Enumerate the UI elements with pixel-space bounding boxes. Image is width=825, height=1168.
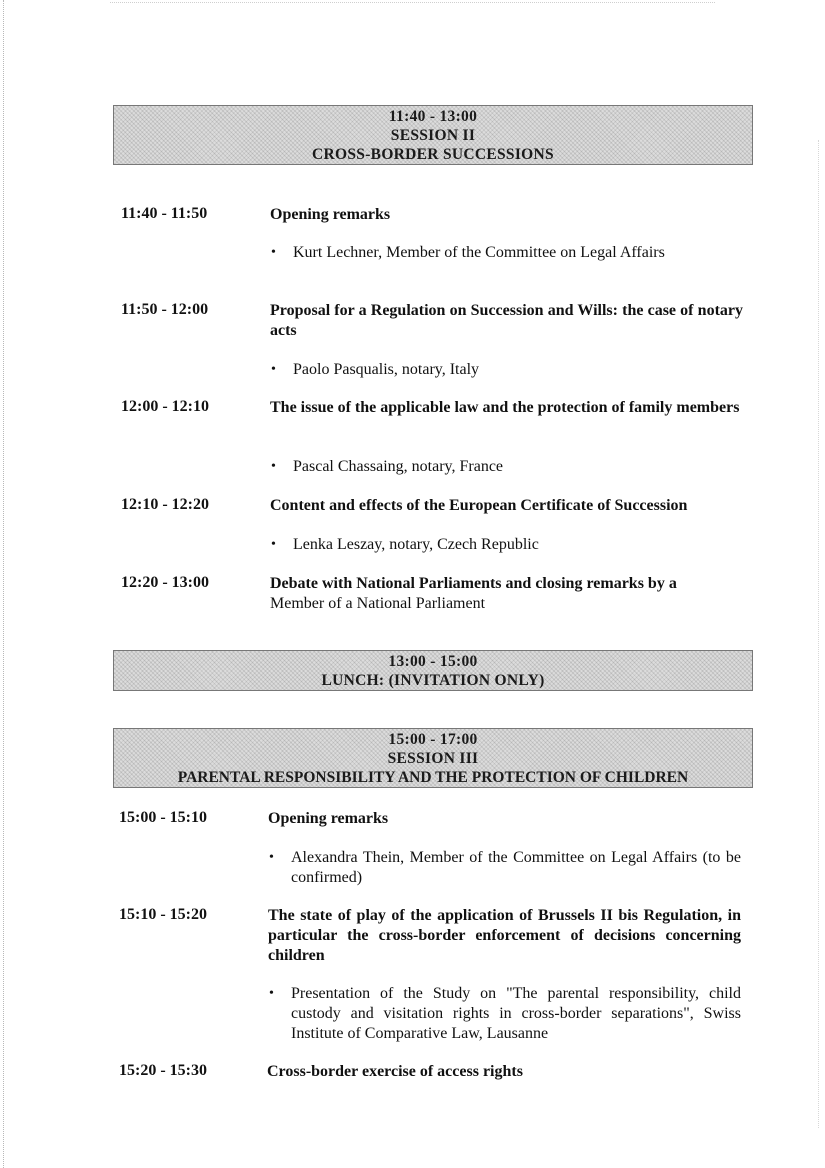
session-2-banner xyxy=(113,105,753,165)
item-title: Content and effects of the European Certificate of Succession xyxy=(270,497,688,514)
banner-topic: PARENTAL RESPONSIBILITY AND THE PROTECTION OF CHILDREN xyxy=(177,769,689,786)
scan-noise-top xyxy=(110,2,715,3)
item-time: 15:10 - 15:20 xyxy=(119,906,207,923)
banner-session: SESSION III xyxy=(387,750,479,767)
page-edge xyxy=(3,0,4,1168)
speaker-bullet xyxy=(270,535,743,555)
item-title: Cross-border exercise of access rights xyxy=(267,1063,523,1080)
bullet-icon: • xyxy=(269,850,274,865)
speaker-bullet xyxy=(270,457,743,477)
lunch-banner xyxy=(113,650,753,691)
banner-time: 15:00 - 17:00 xyxy=(388,731,478,748)
banner-topic: CROSS-BORDER SUCCESSIONS xyxy=(312,146,554,163)
speaker-text: Lenka Leszay, notary, Czech Republic xyxy=(293,536,539,553)
bullet-icon: • xyxy=(269,986,274,1001)
banner-topic: LUNCH: (INVITATION ONLY) xyxy=(321,672,545,689)
item-time: 11:40 - 11:50 xyxy=(121,205,208,222)
bullet-icon: • xyxy=(271,459,276,474)
speaker-bullet xyxy=(268,984,741,1044)
banner-time: 13:00 - 15:00 xyxy=(388,653,478,670)
speaker-text: Alexandra Thein, Member of the Committee on Legal Affairs (to be confirmed) xyxy=(291,849,741,886)
bullet-icon: • xyxy=(271,245,276,260)
speaker-text: Paolo Pasqualis, notary, Italy xyxy=(293,361,480,378)
item-title: Opening remarks xyxy=(268,810,389,827)
speaker-text: Kurt Lechner, Member of the Committee on Legal Affairs xyxy=(293,244,665,261)
item-title-normal: Member of a National Parliament xyxy=(270,595,486,612)
item-time: 12:00 - 12:10 xyxy=(121,398,209,415)
item-title: Proposal for a Regulation on Succession and Wills: the case of notary acts xyxy=(270,302,743,339)
banner-time: 11:40 - 13:00 xyxy=(388,108,478,125)
item-time: 11:50 - 12:00 xyxy=(121,301,209,318)
item-time: 15:20 - 15:30 xyxy=(119,1062,207,1079)
banner-session: SESSION II xyxy=(390,127,476,144)
item-title: Opening remarks xyxy=(270,206,391,223)
bullet-icon: • xyxy=(271,362,276,377)
speaker-text: Presentation of the Study on "The parental responsibility, child custody and visitation rights in cross-border separations", Swiss Institute of Comparative Law, Lausanne xyxy=(291,985,741,1042)
speaker-bullet xyxy=(270,360,743,380)
item-time: 12:20 - 13:00 xyxy=(121,574,209,591)
item-title xyxy=(270,574,743,614)
item-title-bold: Debate with National Parliaments and closing remarks by a xyxy=(270,575,677,592)
speaker-bullet xyxy=(270,243,743,263)
item-title: The state of play of the application of Brussels II bis Regulation, in particular the cross-border enforcement of decisions concerning children xyxy=(268,907,741,964)
session-3-banner xyxy=(113,728,753,788)
speaker-text: Pascal Chassaing, notary, France xyxy=(293,458,504,475)
scan-noise-right xyxy=(818,140,819,1128)
item-time: 12:10 - 12:20 xyxy=(121,496,209,513)
item-time: 15:00 - 15:10 xyxy=(119,809,207,826)
speaker-bullet xyxy=(268,848,741,888)
bullet-icon: • xyxy=(271,537,276,552)
item-title: The issue of the applicable law and the protection of family members xyxy=(270,399,740,416)
